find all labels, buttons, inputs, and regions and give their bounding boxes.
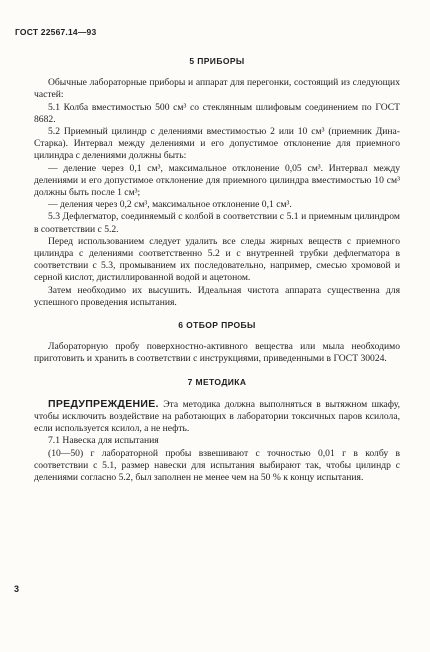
- cleaning-paragraph: Перед использованием следует удалить все следы жирных веществ с приемного цилиндра с делениями соответственно 5.2 и с внутренней трубки дефлегматора в соответствии с 5.3, промыванием их последовательно, например, смесью хромовой и серной кислот, дистиллированной водой и ацетоном.: [34, 235, 400, 284]
- clause-5-1: 5.1 Колба вместимостью 500 см³ со стеклянным шлифовым соединением по ГОСТ 8682.: [34, 101, 400, 125]
- clause-7-1-text: (10—50) г лабораторной пробы взвешивают с точностью 0,01 г в колбу в соответствии с 5.1, размер навески для испытания выбирают так, чтобы цилиндр с делениями согласно 5.2, был заполнен не менее чем на 50 % к концу испытания.: [34, 447, 400, 484]
- warning-paragraph: [34, 398, 400, 436]
- clause-5-2-item-2: — деления через 0,2 см³, максимальное отклонение 0,1 см³.: [48, 199, 292, 211]
- document-body: [34, 55, 400, 484]
- warning-label: ПРЕДУПРЕЖДЕНИЕ.: [48, 397, 159, 410]
- section-5-intro: Обычные лабораторные приборы и аппарат для перегонки, состоящий из следующих частей:: [34, 77, 400, 101]
- warning-text: Эта методика должна выполняться в вытяжном шкафу, чтобы исключить воздействие на работающих в лаборатории токсичных паров ксилола, если используется ксилол, а не нефть.: [34, 398, 400, 435]
- section-5-title: 5 ПРИБОРЫ: [189, 56, 245, 66]
- section-7-title: 7 МЕТОДИКА: [187, 376, 247, 387]
- clause-5-3: 5.3 Дефлегматор, соединяемый с колбой в соответствии с 5.1 и приемным цилиндром в соответствии с 5.2.: [34, 211, 400, 235]
- running-header: ГОСТ 22567.14—93: [15, 27, 97, 37]
- clause-5-2: 5.2 Приемный цилиндр с делениями вместимостью 2 или 10 см³ (приемник Дина-Старка). Интервал между делениями и его допустимое отклонение для приемного цилиндра с делениями должны быть:: [34, 126, 400, 162]
- clause-5-2-item-1: — деление через 0,1 см³, максимальное отклонение 0,05 см³. Интервал между делениями и его допустимое отклонение для приемного цилиндра вместимостью 10 см³ должны быть после 1 см³;: [34, 162, 400, 199]
- drying-paragraph: Затем необходимо их высушить. Идеальная чистота аппарата существенна для успешного проведения испытания.: [34, 284, 400, 308]
- section-6-paragraph: Лабораторную пробу поверхностно-активного вещества или мыла необходимо приготовить и хранить в соответствии с инструкциями, приведенными в ГОСТ 30024.: [34, 341, 400, 365]
- page-number: 3: [14, 584, 20, 594]
- section-6-title: 6 ОТБОР ПРОБЫ: [178, 320, 256, 331]
- clause-7-1-title: 7.1 Навеска для испытания: [48, 435, 159, 447]
